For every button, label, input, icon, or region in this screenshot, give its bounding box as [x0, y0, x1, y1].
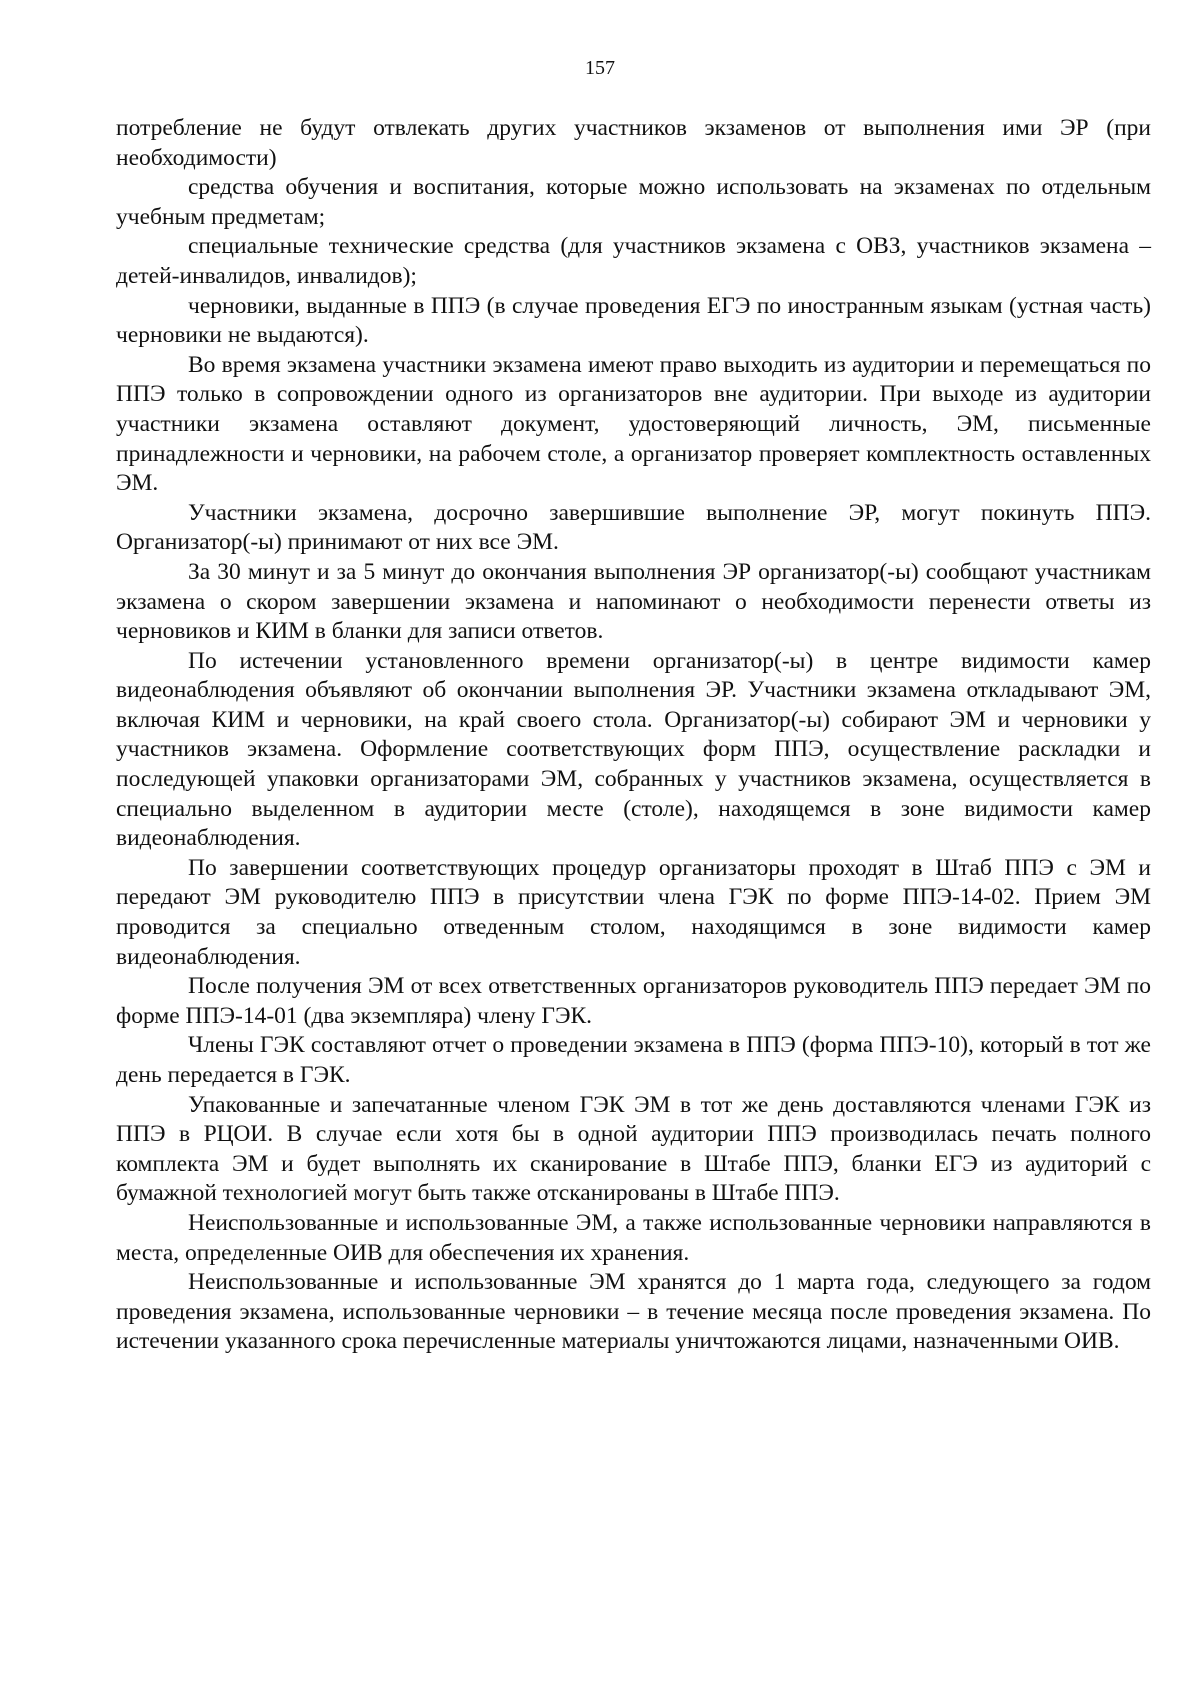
paragraph-gek-report: Члены ГЭК составляют отчет о проведении экзамена в ППЭ (форма ППЭ-10), который в тот же день передается в ГЭК. [116, 1032, 1151, 1088]
paragraph-handover-gek: После получения ЭМ от всех ответственных организаторов руководитель ППЭ передает ЭМ по форме ППЭ-14-01 (два экземпляра) члену ГЭК. [116, 973, 1151, 1029]
list-item-special-equipment: специальные технические средства (для участников экзамена с ОВЗ, участников экзамена – детей-инвалидов, инвалидов); [116, 233, 1151, 289]
paragraph-storage-terms: Неиспользованные и использованные ЭМ хранятся до 1 марта года, следующего за годом проведения экзамена, использованные черновики – в течение месяца после проведения экзамена. По истечении указанного срока перечисленные материалы уничтожаются лицами, назначенными ОИВ. [116, 1269, 1151, 1355]
page-number: 157 [585, 57, 615, 79]
list-item-learning-aids: средства обучения и воспитания, которые можно использовать на экзаменах по отдельным учебным предметам; [116, 174, 1151, 230]
document-body [116, 114, 1151, 1357]
paragraph-continuation: потребление не будут отвлекать других участников экзаменов от выполнения ими ЭР (при необходимости) [116, 115, 1151, 171]
paragraph-handover-headquarters: По завершении соответствующих процедур организаторы проходят в Штаб ППЭ с ЭМ и передают ЭМ руководителю ППЭ в присутствии члена ГЭК по форме ППЭ-14-02. Прием ЭМ проводится за специально отведенным столом, находящимся в зоне видимости камер видеонаблюдения. [116, 854, 1151, 970]
list-item-drafts: черновики, выданные в ППЭ (в случае проведения ЕГЭ по иностранным языкам (устная часть) черновики не выдаются). [116, 292, 1151, 349]
paragraph-storage-places: Неиспользованные и использованные ЭМ, а также использованные черновики направляются в места, определенные ОИВ для обеспечения их хранения. [116, 1209, 1151, 1266]
paragraph-early-finish: Участники экзамена, досрочно завершившие выполнение ЭР, могут покинуть ППЭ. Организатор(-ы) принимают от них все ЭМ. [116, 499, 1151, 556]
paragraph-delivery-rcoi: Упакованные и запечатанные членом ГЭК ЭМ в тот же день доставляются членами ГЭК из ППЭ в РЦОИ. В случае если хотя бы в одной аудитории ППЭ производилась печать полного комплекта ЭМ и будет выполнять их сканирование в Штабе ППЭ, бланки ЕГЭ из аудиторий с бумажной технологией могут быть также отсканированы в Штабе ППЭ. [116, 1091, 1151, 1207]
paragraph-leaving-room: Во время экзамена участники экзамена имеют право выходить из аудитории и перемещаться по ППЭ только в сопровождении одного из организаторов вне аудитории. При выходе из аудитории участники экзамена оставляют документ, удостоверяющий личность, ЭМ, письменные принадлежности и черновики, на рабочем столе, а организатор проверяет комплектность оставленных ЭМ. [116, 351, 1151, 497]
paragraph-time-warning: За 30 минут и за 5 минут до окончания выполнения ЭР организатор(-ы) сообщают участникам экзамена о скором завершении экзамена и напоминают о необходимости перенести ответы из черновиков и КИМ в бланки для записи ответов. [116, 558, 1151, 645]
paragraph-time-expired: По истечении установленного времени организатор(-ы) в центре видимости камер видеонаблюдения объявляют об окончании выполнения ЭР. Участники экзамена откладывают ЭМ, включая КИМ и черновики, на край своего стола. Организатор(-ы) собирают ЭМ и черновики у участников экзамена. Оформление соответствующих форм ППЭ, осуществление раскладки и последующей упаковки организаторами ЭМ, собранных у участников экзамена, осуществляется в специально выделенном в аудитории месте (столе), находящемся в зоне видимости камер видеонаблюдения. [116, 647, 1151, 852]
